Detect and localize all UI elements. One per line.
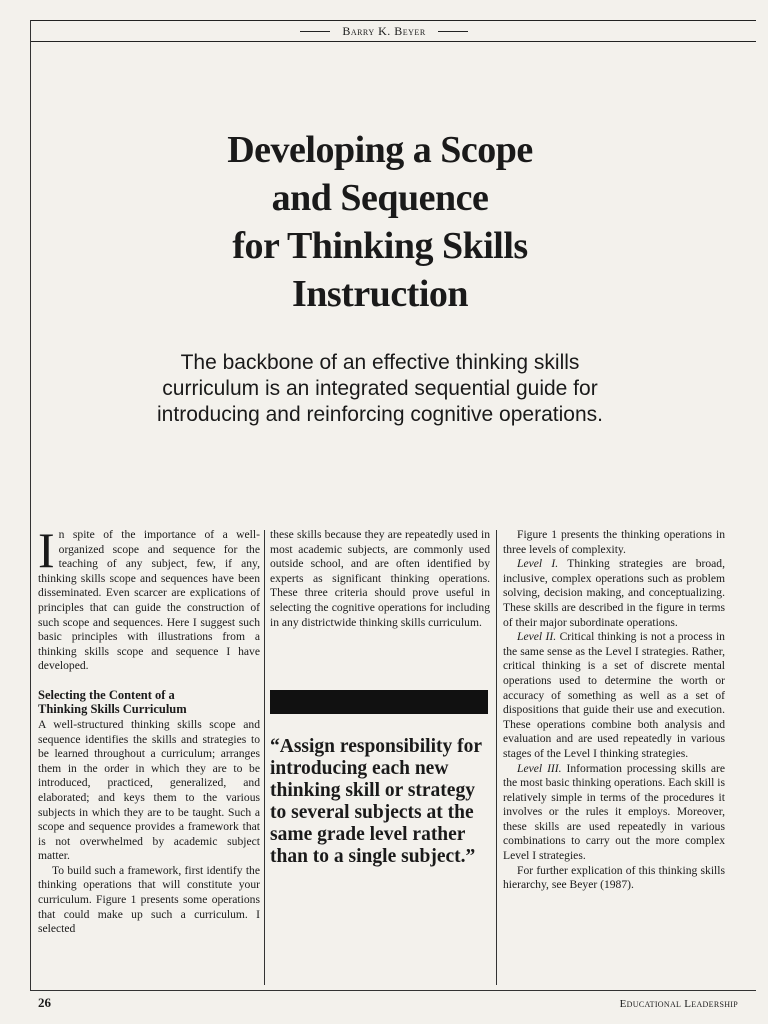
running-head-line-right <box>438 31 468 32</box>
level-1-paragraph <box>503 557 725 630</box>
body-paragraph: For further explication of this thinking skills hierarchy, see Beyer (1987). <box>503 863 725 892</box>
pullquote-bar <box>270 690 488 714</box>
level-text: Thinking strategies are broad, inclusive, complex operations such as problem solving, decision making, and conceptualizing. These skills are described in the figure in terms of their major subordinate operations. <box>503 557 725 629</box>
pull-quote: “Assign responsibility for introducing each new thinking skill or strategy to several subjects at the same grade level rather than to a single subject.” <box>270 736 482 867</box>
title-line: Developing a Scope <box>227 129 533 171</box>
header-rule-top <box>30 20 756 21</box>
author-name: Barry K. Beyer <box>334 24 433 39</box>
level-text: Information processing skills are the most basic thinking operations. Each skill is relatively simple in terms of the procedures it involves or the rules it employs. Moreover, these skills are used repeatedly in various combinations to carry out the more complex Level I strategies. <box>503 761 725 863</box>
title-line: for Thinking Skills <box>232 225 528 267</box>
section-heading-line: Selecting the Content of a <box>38 687 175 702</box>
page-frame-left <box>30 20 31 990</box>
article-deck <box>100 350 660 428</box>
drop-cap: I <box>38 522 55 578</box>
level-2-paragraph <box>503 630 725 761</box>
level-label: Level I. <box>517 557 559 571</box>
column-rule-2 <box>496 530 497 985</box>
column-rule-1 <box>264 530 265 985</box>
header-rule-bottom <box>30 41 756 42</box>
intro-paragraph <box>38 522 260 674</box>
body-paragraph: these skills because they are repeatedly used in most academic subjects, are commonly used outside school, and are often identified by experts as significant thinking operations. These three criteria should prove useful in selecting the cognitive operations for including in any districtwide thinking skills curriculum. <box>270 528 490 629</box>
deck-line: curriculum is an integrated sequential guide for <box>162 377 598 400</box>
title-line: and Sequence <box>271 177 489 219</box>
body-paragraph: A well-structured thinking skills scope and sequence identifies the skills and strategies to be learned throughout a curriculum; arranges them in the order in which they are to be introduced, practiced, generalized, and elaborated; and keys them to the various subjects in which they are to be taught. Such a scope and sequence provides a framework that is not overwhelmed by academic subject matter. <box>38 717 260 863</box>
level-label: Level II. <box>517 630 557 644</box>
intro-text: n spite of the importance of a well-organized scope and sequence for the teaching of any subject, few, if any, thinking skills scope and sequences have been disseminated. Even scarcer are explications of principles that can guide the construction of such scope and sequences. Here I suggest such basic principles with illustrations from a thinking skills scope and sequence I have developed. <box>38 528 260 673</box>
level-label: Level III. <box>517 761 562 775</box>
body-paragraph: Figure 1 presents the thinking operations in three levels of complexity. <box>503 528 725 556</box>
running-head <box>0 23 768 39</box>
title-line: Instruction <box>291 273 469 315</box>
deck-line: The backbone of an effective thinking skills <box>180 351 580 374</box>
column-1 <box>38 522 260 937</box>
section-heading <box>38 688 260 716</box>
deck-line: introducing and reinforcing cognitive operations. <box>157 403 603 426</box>
column-2 <box>270 528 490 630</box>
body-paragraph: To build such a framework, first identify the thinking operations that will constitute your curriculum. Figure 1 presents some operations that could make up such a curriculum. I selected <box>38 863 260 936</box>
column-3 <box>503 528 725 893</box>
section-heading-line: Thinking Skills Curriculum <box>38 701 187 716</box>
running-head-line-left <box>300 31 330 32</box>
article-title <box>150 126 610 318</box>
page-number: 26 <box>38 995 51 1010</box>
journal-name: Educational Leadership <box>619 998 738 1010</box>
page-frame-bottom <box>30 990 756 991</box>
level-3-paragraph <box>503 762 725 864</box>
level-text: Critical thinking is not a process in the same sense as the Level I strategies. Rather, critical thinking is a set of discrete mental operations used to determine the worth or accuracy of something as well as a set of dispositions that guide their use and execution. These operations combine both analysis and evaluation and are used repeatedly in various stages of the Level I thinking strategies. <box>503 630 725 760</box>
